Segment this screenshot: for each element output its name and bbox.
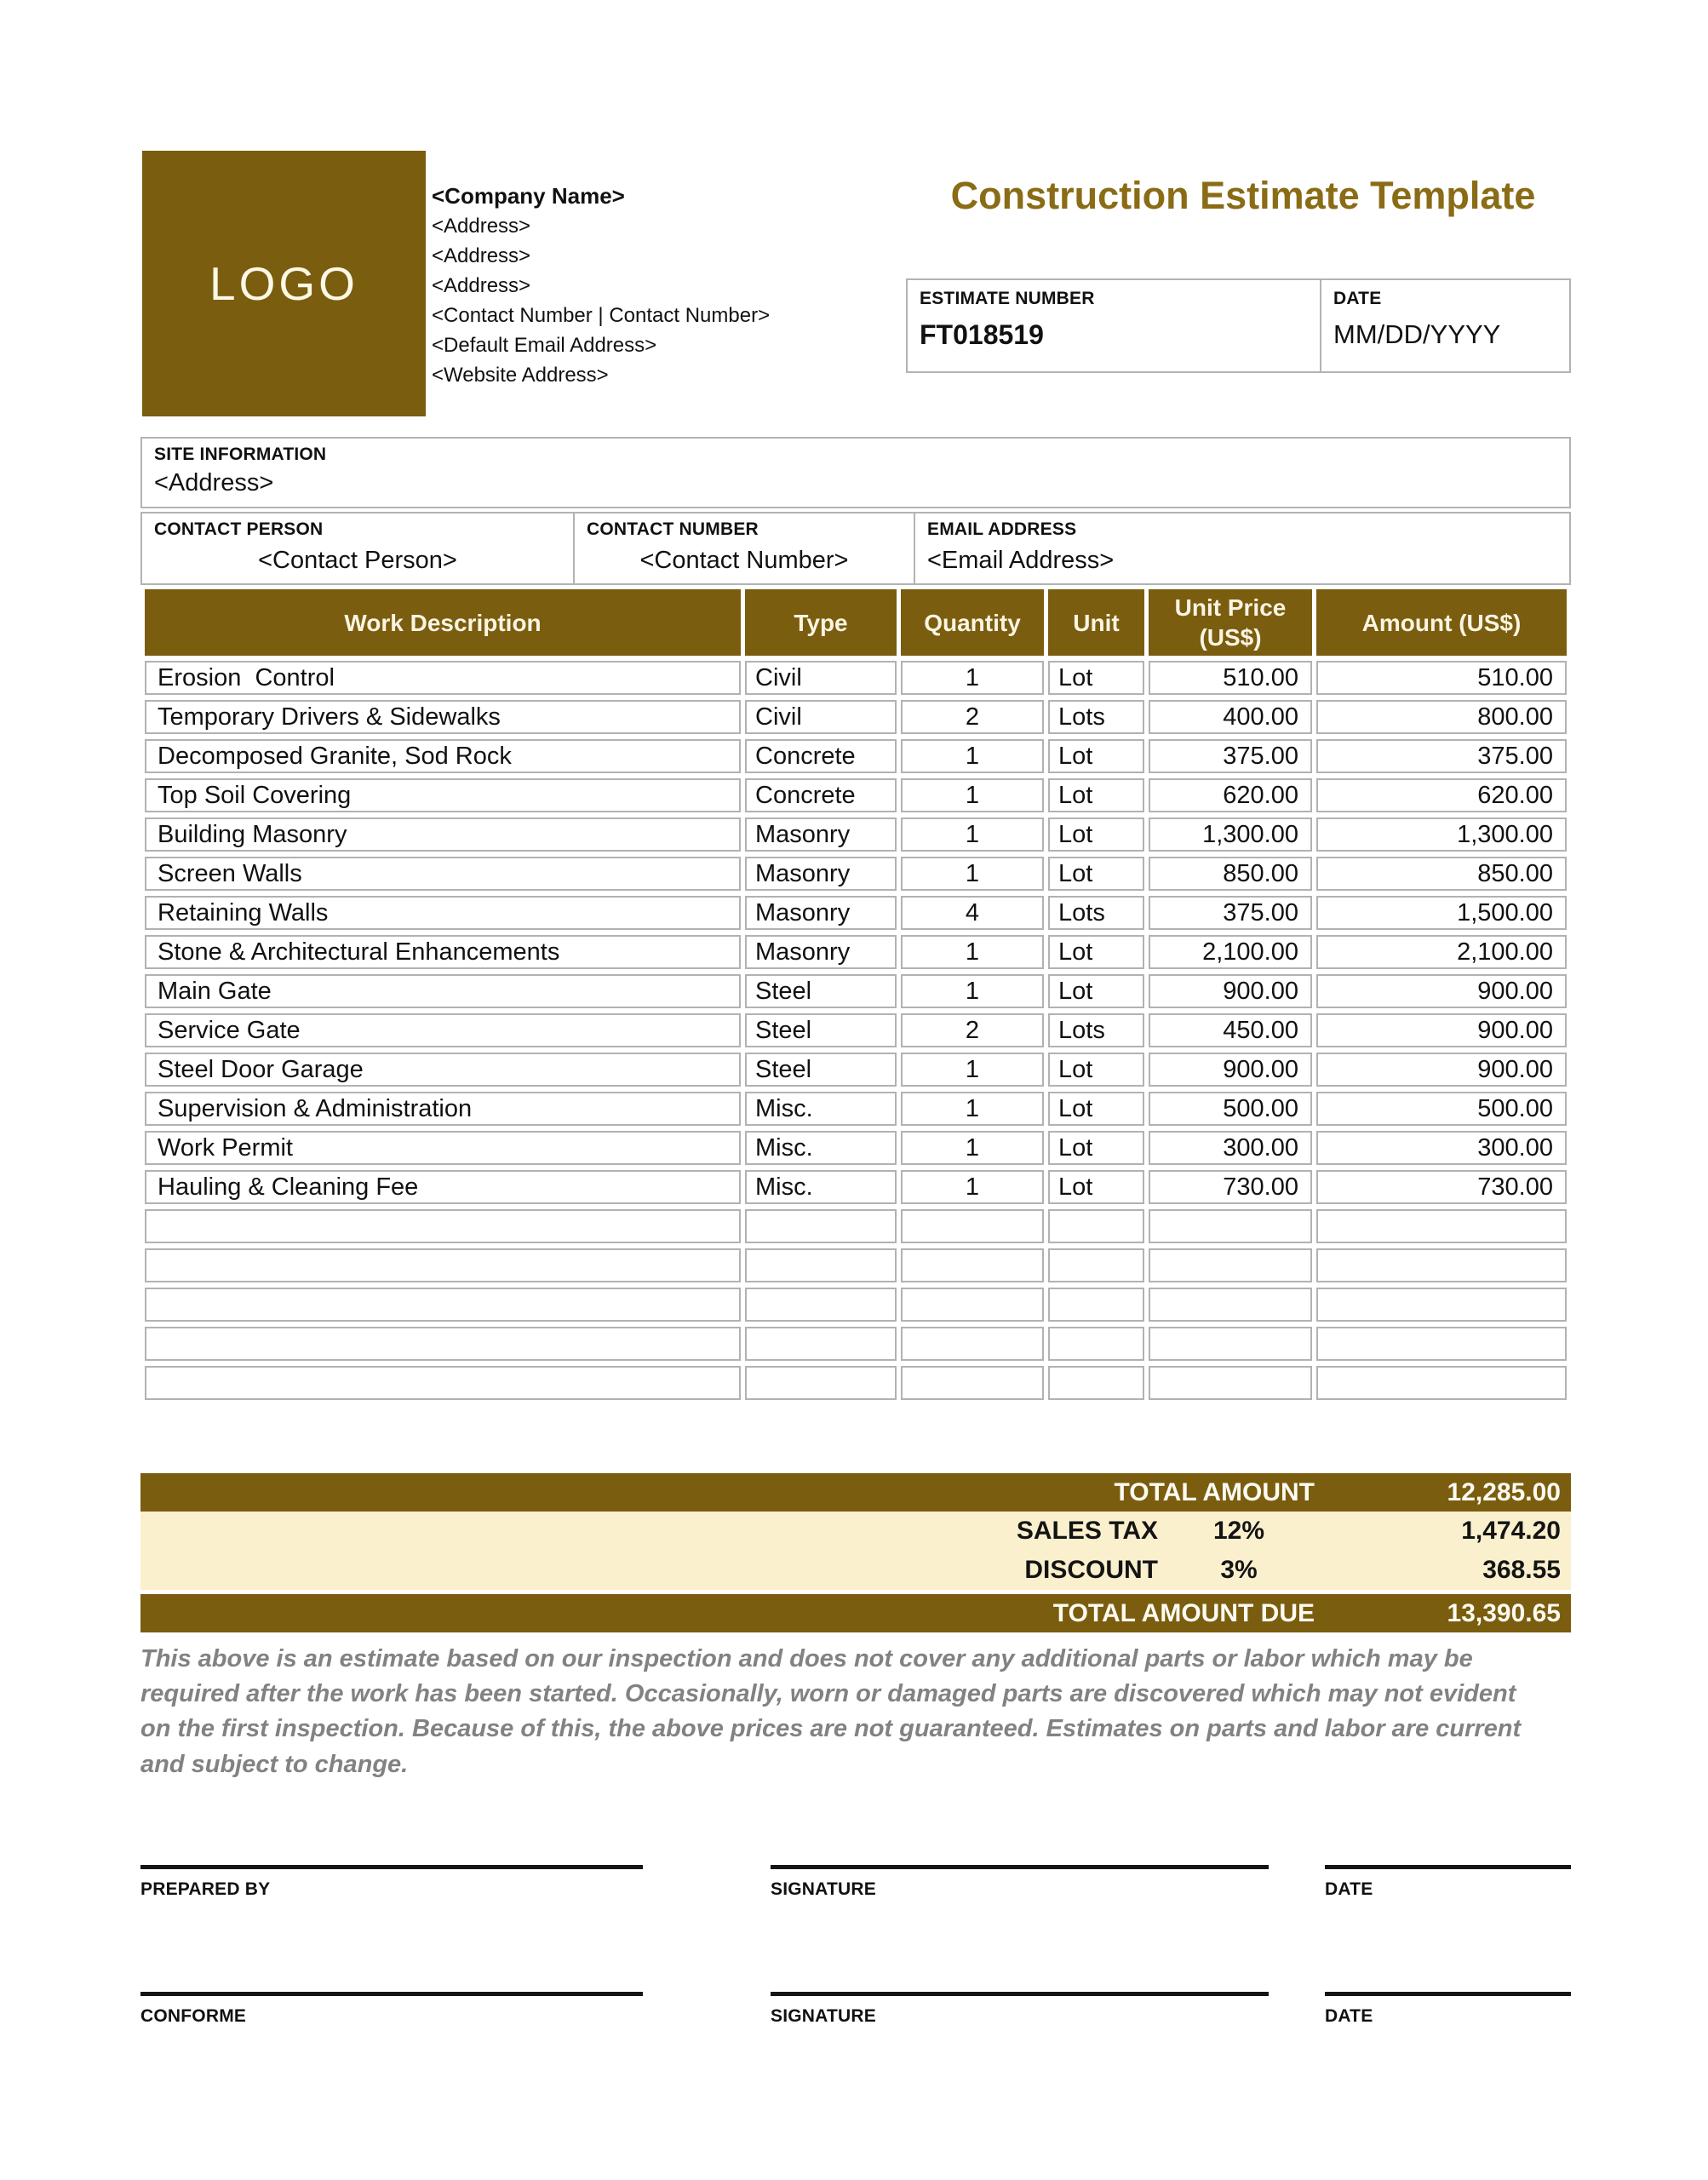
table-row [145, 778, 1567, 812]
unit-price-cell: 900.00 [1149, 1053, 1312, 1087]
signature-line-2: SIGNATURE [771, 1992, 1269, 2027]
unit-price-cell: 850.00 [1149, 857, 1312, 891]
amount-cell-empty [1316, 1248, 1567, 1282]
quantity-cell: 1 [901, 739, 1044, 773]
amount-cell-empty [1316, 1366, 1567, 1400]
quantity-cell: 4 [901, 896, 1044, 930]
quantity-cell: 1 [901, 661, 1044, 695]
table-row [145, 896, 1567, 930]
total-amount-row [140, 1473, 1571, 1512]
site-address-value: <Address> [154, 469, 274, 496]
discount-row [140, 1551, 1571, 1590]
unit-price-cell: 375.00 [1149, 896, 1312, 930]
table-row [145, 1131, 1567, 1165]
unit-cell: Lot [1048, 935, 1144, 969]
quantity-cell-empty [901, 1327, 1044, 1361]
quantity-cell: 1 [901, 1092, 1044, 1126]
total-amount-due-value: 13,390.65 [1447, 1598, 1561, 1627]
empty-table-row [145, 1288, 1567, 1322]
date-line-1: DATE [1325, 1865, 1571, 1900]
unit-cell: Lot [1048, 1131, 1144, 1165]
table-row [145, 1013, 1567, 1047]
empty-table-row [145, 1209, 1567, 1243]
unit-price-cell: 2,100.00 [1149, 935, 1312, 969]
amount-cell: 620.00 [1316, 778, 1567, 812]
work-description-cell: Main Gate [145, 974, 741, 1008]
amount-cell: 900.00 [1316, 1053, 1567, 1087]
work-description-cell: Temporary Drivers & Sidewalks [145, 700, 741, 734]
table-row [145, 857, 1567, 891]
header-type: Type [745, 589, 897, 656]
amount-cell-empty [1316, 1209, 1567, 1243]
estimate-number-label: ESTIMATE NUMBER [920, 289, 1095, 308]
table-row [145, 700, 1567, 734]
work-description-cell: Supervision & Administration [145, 1092, 741, 1126]
work-description-cell: Stone & Architectural Enhancements [145, 935, 741, 969]
estimate-number-cell [908, 280, 1320, 371]
type-cell: Concrete [745, 778, 897, 812]
date-line-2: DATE [1325, 1992, 1571, 2027]
work-description-cell-empty [145, 1248, 741, 1282]
company-info [432, 181, 770, 390]
quantity-cell: 2 [901, 700, 1044, 734]
discount-rate: 3% [1220, 1556, 1258, 1584]
contact-person-cell [142, 513, 573, 583]
type-cell: Steel [745, 1013, 897, 1047]
discount-amount: 368.55 [1482, 1556, 1561, 1584]
unit-cell: Lots [1048, 896, 1144, 930]
contact-number-cell [573, 513, 914, 583]
amount-cell: 375.00 [1316, 739, 1567, 773]
amount-cell: 2,100.00 [1316, 935, 1567, 969]
amount-cell: 900.00 [1316, 974, 1567, 1008]
table-row [145, 1053, 1567, 1087]
email-address-cell [914, 513, 1569, 583]
unit-cell: Lots [1048, 1013, 1144, 1047]
total-amount-label: TOTAL AMOUNT [1114, 1477, 1315, 1506]
table-row [145, 1170, 1567, 1204]
unit-cell-empty [1048, 1366, 1144, 1400]
type-cell: Misc. [745, 1170, 897, 1204]
work-description-cell-empty [145, 1288, 741, 1322]
site-information-box [140, 437, 1571, 508]
contact-number-value: <Contact Number> [639, 547, 849, 574]
unit-price-cell: 400.00 [1149, 700, 1312, 734]
type-cell: Masonry [745, 896, 897, 930]
type-cell: Misc. [745, 1092, 897, 1126]
unit-cell: Lot [1048, 857, 1144, 891]
discount-label: DISCOUNT [1024, 1556, 1158, 1584]
unit-cell: Lots [1048, 700, 1144, 734]
work-description-cell: Decomposed Granite, Sod Rock [145, 739, 741, 773]
unit-cell-empty [1048, 1327, 1144, 1361]
sales-tax-rate: 12% [1212, 1517, 1265, 1545]
unit-cell: Lot [1048, 739, 1144, 773]
estimate-number-value: FT018519 [920, 319, 1044, 350]
tax-discount-block [140, 1512, 1571, 1590]
total-amount-value: 12,285.00 [1447, 1477, 1561, 1506]
company-logo [142, 151, 426, 416]
work-description-cell: Steel Door Garage [145, 1053, 741, 1087]
unit-cell: Lot [1048, 1170, 1144, 1204]
unit-price-cell: 900.00 [1149, 974, 1312, 1008]
amount-cell: 1,500.00 [1316, 896, 1567, 930]
sales-tax-row [140, 1512, 1571, 1551]
signature-line-1: SIGNATURE [771, 1865, 1269, 1900]
empty-table-row [145, 1327, 1567, 1361]
type-cell-empty [745, 1248, 897, 1282]
quantity-cell: 1 [901, 818, 1044, 852]
date-cell [1320, 280, 1569, 371]
date-label: DATE [1333, 289, 1382, 308]
unit-cell: Lot [1048, 974, 1144, 1008]
unit-cell: Lot [1048, 661, 1144, 695]
amount-cell: 800.00 [1316, 700, 1567, 734]
work-description-cell: Screen Walls [145, 857, 741, 891]
unit-price-cell: 500.00 [1149, 1092, 1312, 1126]
unit-price-cell: 510.00 [1149, 661, 1312, 695]
site-information-section [140, 437, 1571, 585]
table-row [145, 974, 1567, 1008]
quantity-cell: 1 [901, 778, 1044, 812]
unit-cell: Lot [1048, 818, 1144, 852]
sales-tax-amount: 1,474.20 [1461, 1517, 1561, 1545]
logo-text: LOGO [209, 257, 358, 310]
table-row [145, 935, 1567, 969]
header-unit: Unit [1048, 589, 1144, 656]
reference-box [906, 278, 1571, 373]
quantity-cell-empty [901, 1366, 1044, 1400]
sales-tax-label: SALES TAX [1016, 1517, 1158, 1545]
site-contact-row [140, 512, 1571, 585]
prepared-by-line: PREPARED BY [140, 1865, 643, 1900]
amount-cell: 900.00 [1316, 1013, 1567, 1047]
company-name: <Company Name> [432, 183, 625, 209]
unit-price-cell-empty [1149, 1366, 1312, 1400]
unit-price-cell: 730.00 [1149, 1170, 1312, 1204]
unit-cell-empty [1048, 1209, 1144, 1243]
totals-section [140, 1473, 1571, 1632]
type-cell: Steel [745, 1053, 897, 1087]
unit-price-cell: 450.00 [1149, 1013, 1312, 1047]
type-cell: Masonry [745, 818, 897, 852]
type-cell-empty [745, 1327, 897, 1361]
quantity-cell: 1 [901, 1053, 1044, 1087]
date-value: MM/DD/YYYY [1333, 319, 1501, 349]
quantity-cell: 1 [901, 857, 1044, 891]
unit-price-cell: 620.00 [1149, 778, 1312, 812]
company-address-line-2: <Address> [432, 244, 531, 267]
site-information-label: SITE INFORMATION [154, 445, 327, 464]
quantity-cell: 1 [901, 974, 1044, 1008]
work-description-cell: Work Permit [145, 1131, 741, 1165]
type-cell: Civil [745, 661, 897, 695]
amount-cell: 850.00 [1316, 857, 1567, 891]
work-description-cell-empty [145, 1209, 741, 1243]
table-row [145, 739, 1567, 773]
table-row [145, 818, 1567, 852]
type-cell-empty [745, 1288, 897, 1322]
unit-cell: Lot [1048, 1053, 1144, 1087]
unit-price-cell-empty [1149, 1248, 1312, 1282]
unit-cell: Lot [1048, 778, 1144, 812]
email-address-value: <Email Address> [927, 547, 1115, 574]
line-items-table [140, 584, 1571, 1405]
quantity-cell: 1 [901, 935, 1044, 969]
header-unit-price: Unit Price (US$) [1149, 589, 1312, 656]
unit-cell-empty [1048, 1288, 1144, 1322]
quantity-cell-empty [901, 1209, 1044, 1243]
email-address-label: EMAIL ADDRESS [927, 519, 1077, 539]
amount-cell: 300.00 [1316, 1131, 1567, 1165]
contact-number-label: CONTACT NUMBER [587, 519, 759, 539]
company-contact-numbers: <Contact Number | Contact Number> [432, 304, 771, 327]
quantity-cell-empty [901, 1248, 1044, 1282]
table-row [145, 1092, 1567, 1126]
empty-table-row [145, 1366, 1567, 1400]
quantity-cell: 1 [901, 1131, 1044, 1165]
unit-price-cell: 300.00 [1149, 1131, 1312, 1165]
unit-cell-empty [1048, 1248, 1144, 1282]
work-description-cell-empty [145, 1327, 741, 1361]
table-row [145, 661, 1567, 695]
type-cell: Masonry [745, 935, 897, 969]
amount-cell-empty [1316, 1288, 1567, 1322]
empty-table-row [145, 1248, 1567, 1282]
amount-cell-empty [1316, 1327, 1567, 1361]
contact-person-label: CONTACT PERSON [154, 519, 324, 539]
work-description-cell: Service Gate [145, 1013, 741, 1047]
work-description-cell: Top Soil Covering [145, 778, 741, 812]
header-amount: Amount (US$) [1316, 589, 1567, 656]
contact-person-value: <Contact Person> [258, 547, 457, 574]
disclaimer-text: This above is an estimate based on our inspection and does not cover any additional parts or labor which may be required after the work has been started. Occasionally, worn or damaged parts are discovered which may not evident on the first inspection. Because of this, the above prices are not guaranteed. Estimates on parts and labor are current and subject to change. [140, 1645, 1522, 1778]
type-cell-empty [745, 1209, 897, 1243]
company-email: <Default Email Address> [432, 334, 657, 357]
work-description-cell: Erosion Control [145, 661, 741, 695]
work-description-cell: Building Masonry [145, 818, 741, 852]
company-address-line-1: <Address> [432, 215, 531, 238]
document-title: Construction Estimate Template [950, 174, 1536, 217]
work-description-cell: Hauling & Cleaning Fee [145, 1170, 741, 1204]
table-header-row [145, 589, 1567, 656]
unit-price-cell: 375.00 [1149, 739, 1312, 773]
work-description-cell-empty [145, 1366, 741, 1400]
total-amount-due-label: TOTAL AMOUNT DUE [1052, 1598, 1315, 1627]
amount-cell: 1,300.00 [1316, 818, 1567, 852]
type-cell: Civil [745, 700, 897, 734]
unit-price-cell-empty [1149, 1327, 1312, 1361]
amount-cell: 730.00 [1316, 1170, 1567, 1204]
unit-price-cell-empty [1149, 1288, 1312, 1322]
quantity-cell-empty [901, 1288, 1044, 1322]
unit-price-cell-empty [1149, 1209, 1312, 1243]
type-cell: Steel [745, 974, 897, 1008]
company-website: <Website Address> [432, 364, 609, 387]
type-cell-empty [745, 1366, 897, 1400]
header-quantity: Quantity [901, 589, 1044, 656]
unit-price-cell: 1,300.00 [1149, 818, 1312, 852]
amount-cell: 500.00 [1316, 1092, 1567, 1126]
type-cell: Misc. [745, 1131, 897, 1165]
type-cell: Concrete [745, 739, 897, 773]
quantity-cell: 2 [901, 1013, 1044, 1047]
company-address-line-3: <Address> [432, 274, 531, 297]
total-amount-due-row [140, 1594, 1571, 1632]
work-description-cell: Retaining Walls [145, 896, 741, 930]
quantity-cell: 1 [901, 1170, 1044, 1204]
conforme-line: CONFORME [140, 1992, 643, 2027]
amount-cell: 510.00 [1316, 661, 1567, 695]
unit-cell: Lot [1048, 1092, 1144, 1126]
header-work-description: Work Description [145, 589, 741, 656]
type-cell: Masonry [745, 857, 897, 891]
